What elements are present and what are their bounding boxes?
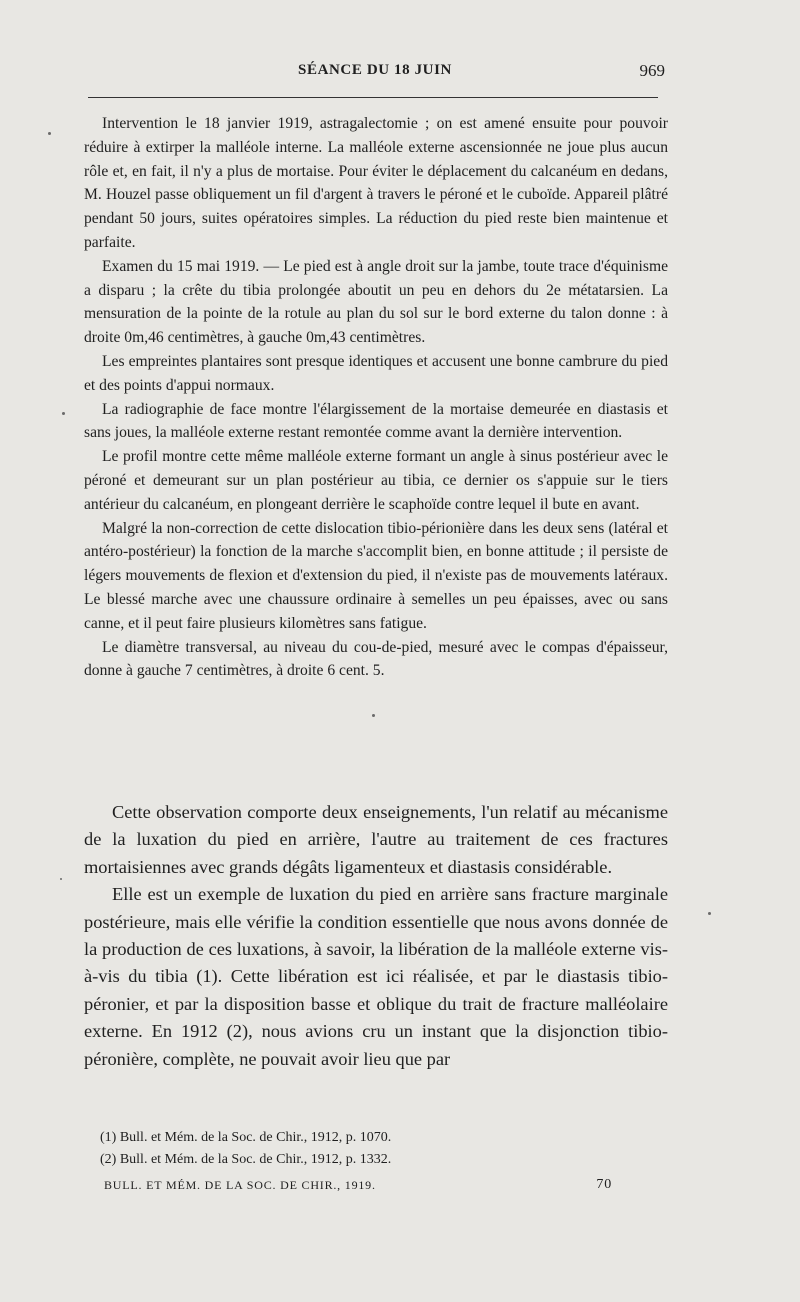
paragraph: Elle est un exemple de luxation du pied en arrière sans fracture marginale postérieure, mais elle vérifie la condition essentielle que nous avons donnée de la production de ces luxations, à savoir, la libération de la malléole externe vis-à-vis du tibia (1). Cette libération est ici réalisée, et par le diastasis tibio-péronier, et par la disposition basse et oblique du trait de fracture malléolaire externe. En 1912 (2), nous avions cru un instant que la disjonction tibio-péronière, complète, ne pouvait avoir lieu que par (84, 884, 668, 1069)
paper-speck (48, 132, 51, 135)
paragraph: Cette observation comporte deux enseignements, l'un relatif au mécanisme de la luxation du pied en arrière, l'autre au traitement de ces fractures mortaisiennes avec grands dégâts ligamenteux et diastasis considérable. (84, 802, 668, 877)
page-header (85, 62, 665, 86)
paper-speck (60, 878, 62, 880)
page-number: 969 (639, 61, 665, 80)
header-rule (88, 97, 658, 98)
paragraph: Le diamètre transversal, au niveau du cou-de-pied, mesuré avec le compas d'épaisseur, donne à gauche 7 centimètres, à droite 6 cent. 5. (84, 638, 668, 680)
footnotes (84, 1127, 668, 1171)
paragraph: La radiographie de face montre l'élargissement de la mortaise demeurée en diastasis et sans joues, la malléole externe restant remontée comme avant la dernière intervention. (84, 400, 668, 442)
discussion-text (84, 799, 668, 1073)
signature-number: 70 (596, 1177, 612, 1192)
paragraph: Malgré la non-correction de cette dislocation tibio-périonière dans les deux sens (latéral et antéro-postérieur) la fonction de la marche s'accomplit bien, en bonne attitude ; il persiste de légers mouvements de flexion et d'extension du pied, il n'existe pas de mouvements latéraux. Le blessé marche avec une chaussure ordinaire à semelles un peu épaisses, avec ou sans canne, et il peut faire plusieurs kilomètres sans fatigue. (84, 519, 668, 632)
page-footer (104, 1178, 624, 1198)
paragraph: Intervention le 18 janvier 1919, astragalectomie ; on est amené ensuite pour pouvoir réduire à extirper la malléole interne. La malléole externe ascensionnée ne joue plus aucun rôle et, en fait, il n'y a plus de mortaise. Pour éviter le déplacement du calcanéum en dedans, M. Houzel passe obliquement un fil d'argent à travers le péroné et le cuboïde. Appareil plâtré pendant 50 jours, suites opératoires simples. La réduction du pied reste bien maintenue et parfaite. (84, 115, 668, 251)
paragraph: Examen du 15 mai 1919. — Le pied est à angle droit sur la jambe, toute trace d'équinisme a disparu ; la crête du tibia prolongée aboutit un peu en dehors du 2e métatarsien. La mensuration de la pointe de la rotule au plan du sol sur le bord externe du talon donne : à droite 0m,46 centimètres, à gauche 0m,43 centimètres. (84, 257, 668, 347)
case-report-text (84, 112, 668, 683)
paragraph: Les empreintes plantaires sont presque identiques et accusent une bonne cambrure du pied et des points d'appui normaux. (84, 352, 668, 394)
running-title: SÉANCE DU 18 JUIN (298, 62, 452, 78)
footnote: (1) Bull. et Mém. de la Soc. de Chir., 1912, p. 1070. (100, 1130, 392, 1145)
footer-journal: BULL. ET MÉM. DE LA SOC. DE CHIR., 1919. (104, 1178, 376, 1192)
paper-speck (708, 912, 711, 915)
paper-speck (62, 412, 65, 415)
paragraph: Le profil montre cette même malléole externe formant un angle à sinus postérieur avec le péroné et demeurant sur un plan postérieur au tibia, ce dernier os s'appuie sur le tiers antérieur du calcanéum, en plongeant derrière le scaphoïde contre lequel il bute en avant. (84, 448, 668, 513)
paper-speck (372, 714, 375, 717)
footnote: (2) Bull. et Mém. de la Soc. de Chir., 1912, p. 1332. (100, 1152, 392, 1167)
